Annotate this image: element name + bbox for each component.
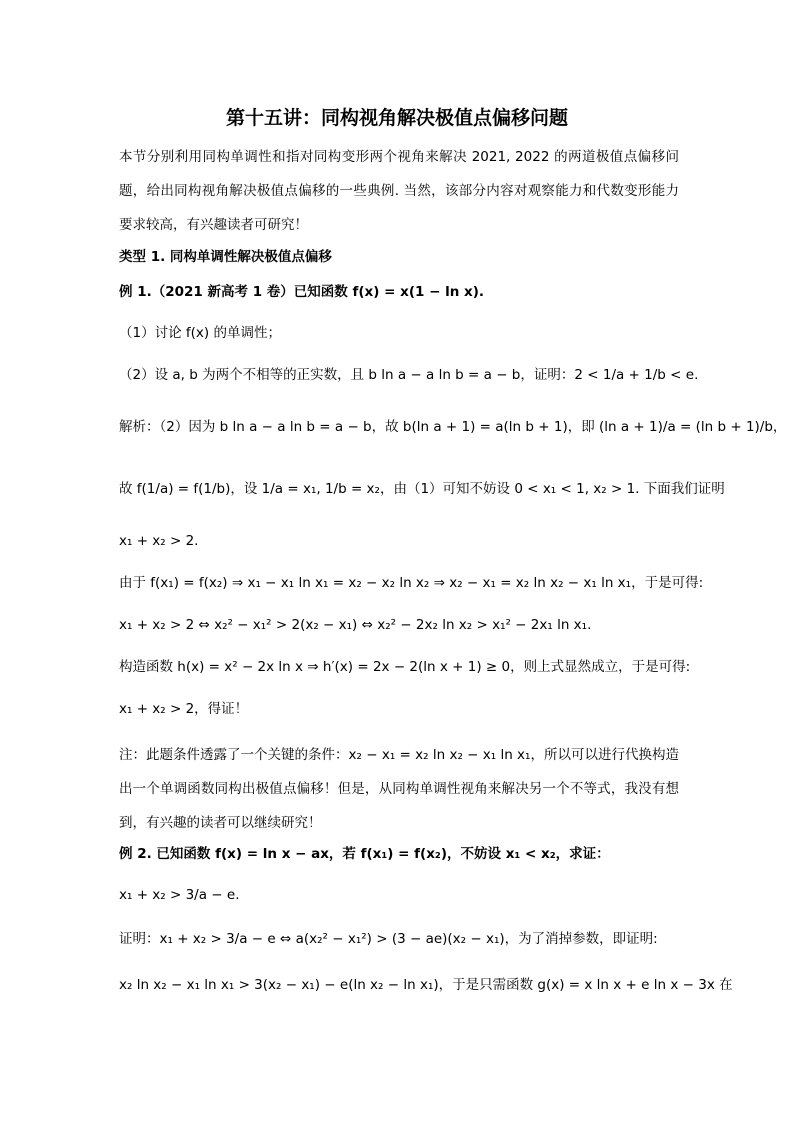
example2-line2: x₁ + x₂ > 3/a − e. xyxy=(119,887,240,903)
intro-paragraph: 本节分别利用同构单调性和指对同构变形两个视角来解决 2021, 2022 的两道极值点偏移问题，给出同构视角解决极值点偏移的一些典例. 当然，该部分内容对观察能力和代数变形能力要求较高，有兴趣读者可研究！ xyxy=(119,149,679,233)
example1-statement: 例 1.（2021 新高考 1 卷）已知函数 f(x) = x(1 − ln x). xyxy=(119,284,485,300)
example1-part2: （2）设 a, b 为两个不相等的正实数，且 b ln a − a ln b = a − b，证明：2 < 1/a + 1/b < e. xyxy=(119,367,699,383)
solution1-line2: 故 f(1/a) = f(1/b)，设 1/a = x₁, 1/b = x₂，由（1）可知不妨设 0 < x₁ < 1, x₂ > 1. 下面我们证明 xyxy=(119,481,725,497)
example1-part1: （1）讨论 f(x) 的单调性； xyxy=(119,325,281,341)
solution1-line4: 由于 f(x₁) = f(x₂) ⇒ x₁ − x₁ ln x₁ = x₂ − x₂ ln x₂ ⇒ x₂ − x₁ = x₂ ln x₂ − x₁ ln x₁，于是可得: xyxy=(119,575,704,591)
example2-line1: 例 2. 已知函数 f(x) = ln x − ax，若 f(x₁) = f(x₂)，不妨设 x₁ < x₂，求证： xyxy=(119,846,610,862)
solution1-line6: 构造函数 h(x) = x² − 2x ln x ⇒ h′(x) = 2x − 2(ln x + 1) ≥ 0，则上式显然成立，于是可得: xyxy=(119,659,691,675)
solution1-line7: x₁ + x₂ > 2，得证！ xyxy=(119,701,249,717)
type1-heading: 类型 1. 同构单调性解决极值点偏移 xyxy=(119,249,332,265)
note1-paragraph: 注：此题条件透露了一个关键的条件：x₂ − x₁ = x₂ ln x₂ − x₁ ln x₁，所以可以进行代换构造出一个单调函数同构出极值点偏移！但是，从同构单调性视角来解决另一个不等式，我没有想到，有兴趣的读者可以继续研究！ xyxy=(119,747,679,831)
proof2-line2: x₂ ln x₂ − x₁ ln x₁ > 3(x₂ − x₁) − e(ln x₂ − ln x₁)，于是只需函数 g(x) = x ln x + e ln x − 3x 在 xyxy=(119,977,733,993)
page-title: 第十五讲：同构视角解决极值点偏移问题 xyxy=(225,107,568,129)
solution1-line5: x₁ + x₂ > 2 ⇔ x₂² − x₁² > 2(x₂ − x₁) ⇔ x₂² − 2x₂ ln x₂ > x₁² − 2x₁ ln x₁. xyxy=(119,617,592,633)
solution1-line1: 解析：（2）因为 b ln a − a ln b = a − b，故 b(ln a + 1) = a(ln b + 1)，即 (ln a + 1)/a = (ln b + 1)/b， xyxy=(119,419,787,435)
proof2-line1: 证明：x₁ + x₂ > 3/a − e ⇔ a(x₂² − x₁²) > (3 − ae)(x₂ − x₁)，为了消掉参数，即证明: xyxy=(119,931,658,947)
solution1-line3: x₁ + x₂ > 2. xyxy=(119,533,199,549)
